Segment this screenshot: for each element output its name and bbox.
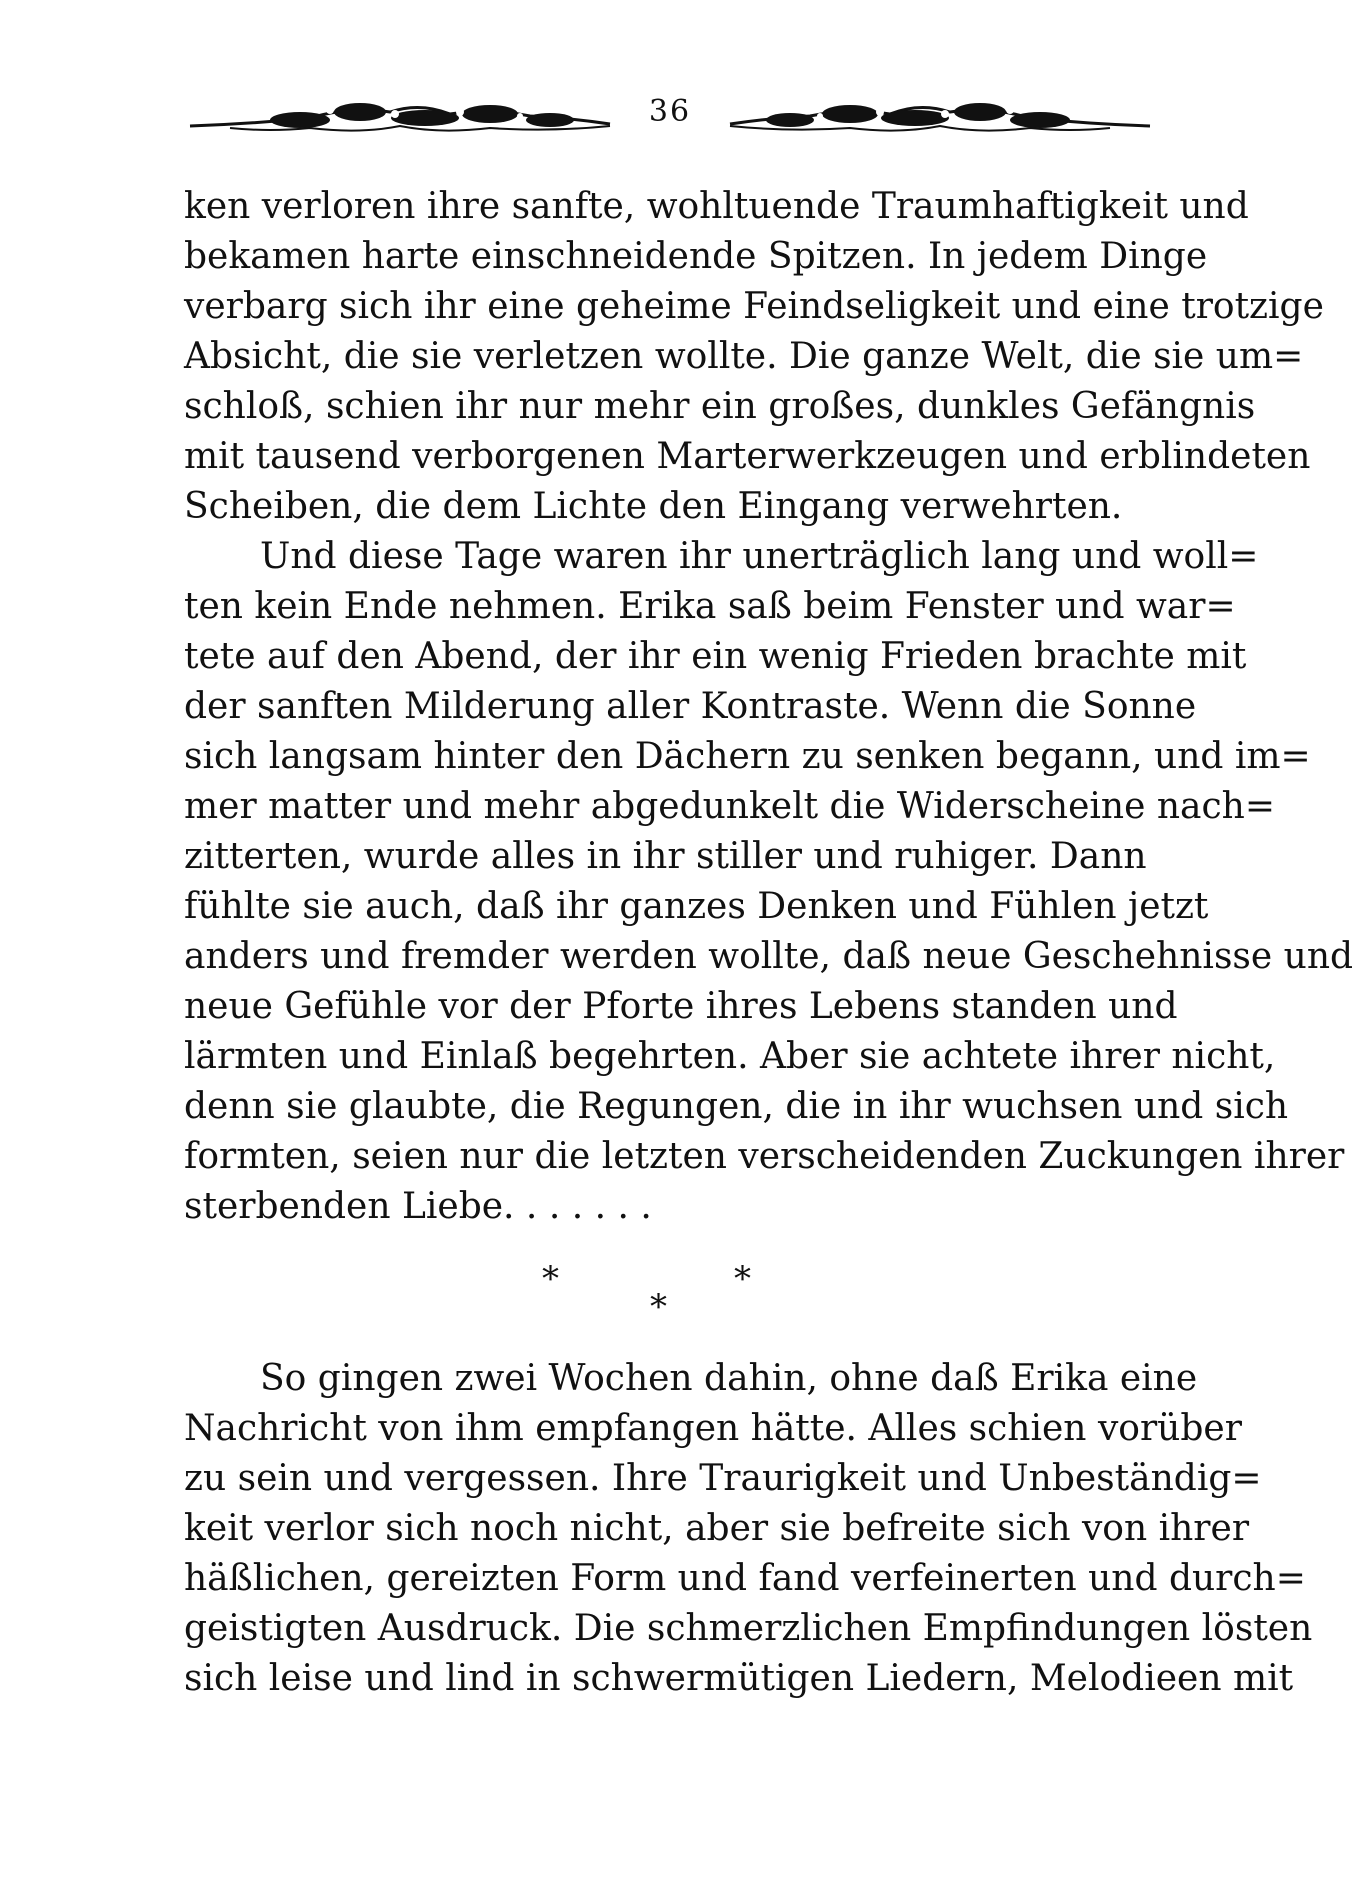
text-block-top bbox=[184, 182, 1354, 1232]
text-line: ten kein Ende nehmen. Erika saß beim Fenster und war= bbox=[184, 586, 1236, 627]
text-line: neue Gefühle vor der Pforte ihres Lebens standen und bbox=[184, 986, 1178, 1027]
text-line: keit verlor sich noch nicht, aber sie befreite sich von ihrer bbox=[184, 1508, 1250, 1549]
text-line: denn sie glaubte, die Regungen, die in ihr wuchsen und sich bbox=[184, 1086, 1289, 1127]
text-line: sterbenden Liebe. . . . . . . bbox=[184, 1186, 652, 1227]
text-line: Nachricht von ihm empfangen hätte. Alles schien vorüber bbox=[184, 1408, 1242, 1449]
text-line: häßlichen, gereizten Form und fand verfeinerten und durch= bbox=[184, 1558, 1306, 1599]
text-line: anders und fremder werden wollte, daß neue Geschehnisse und bbox=[184, 936, 1354, 977]
text-line: Absicht, die sie verletzen wollte. Die ganze Welt, die sie um= bbox=[184, 336, 1304, 377]
separator-star: * bbox=[734, 1259, 751, 1299]
ornament-right-icon bbox=[730, 98, 1150, 138]
text-line: So gingen zwei Wochen dahin, ohne daß Erika eine bbox=[260, 1358, 1198, 1399]
text-line: zitterten, wurde alles in ihr stiller und ruhiger. Dann bbox=[184, 836, 1147, 877]
text-line: der sanften Milderung aller Kontraste. Wenn die Sonne bbox=[184, 686, 1197, 727]
text-line: formten, seien nur die letzten verscheidenden Zuckungen ihrer bbox=[184, 1136, 1345, 1177]
text-line: sich langsam hinter den Dächern zu senken begann, und im= bbox=[184, 736, 1311, 777]
text-line: tete auf den Abend, der ihr ein wenig Frieden brachte mit bbox=[184, 636, 1247, 677]
separator-star: * bbox=[650, 1287, 667, 1327]
text-line: fühlte sie auch, daß ihr ganzes Denken und Fühlen jetzt bbox=[184, 886, 1209, 927]
page-header bbox=[190, 88, 1150, 148]
text-line: schloß, schien ihr nur mehr ein großes, dunkles Gefängnis bbox=[184, 386, 1256, 427]
text-line: ken verloren ihre sanfte, wohltuende Traumhaftigkeit und bbox=[184, 186, 1249, 227]
text-line: Scheiben, die dem Lichte den Eingang verwehrten. bbox=[184, 486, 1123, 527]
text-line: mer matter und mehr abgedunkelt die Widerscheine nach= bbox=[184, 786, 1276, 827]
text-line: bekamen harte einschneidende Spitzen. In jedem Dinge bbox=[184, 236, 1208, 277]
text-line: zu sein und vergessen. Ihre Traurigkeit und Unbeständig= bbox=[184, 1458, 1262, 1499]
text-line: verbarg sich ihr eine geheime Feindseligkeit und eine trotzige bbox=[184, 286, 1324, 327]
text-line: lärmten und Einlaß begehrten. Aber sie achtete ihrer nicht, bbox=[184, 1036, 1276, 1077]
text-line: geistigten Ausdruck. Die schmerzlichen Empfindungen lösten bbox=[184, 1608, 1313, 1649]
text-line: sich leise und lind in schwermütigen Liedern, Melodieen mit bbox=[184, 1658, 1294, 1699]
separator-star: * bbox=[542, 1259, 559, 1299]
text-line: Und diese Tage waren ihr unerträglich lang und woll= bbox=[260, 536, 1259, 577]
text-line: mit tausend verborgenen Marterwerkzeugen und erblindeten bbox=[184, 436, 1311, 477]
section-separator bbox=[520, 1259, 760, 1332]
page-number: 36 bbox=[648, 94, 692, 129]
text-block-bottom bbox=[184, 1354, 1313, 1704]
